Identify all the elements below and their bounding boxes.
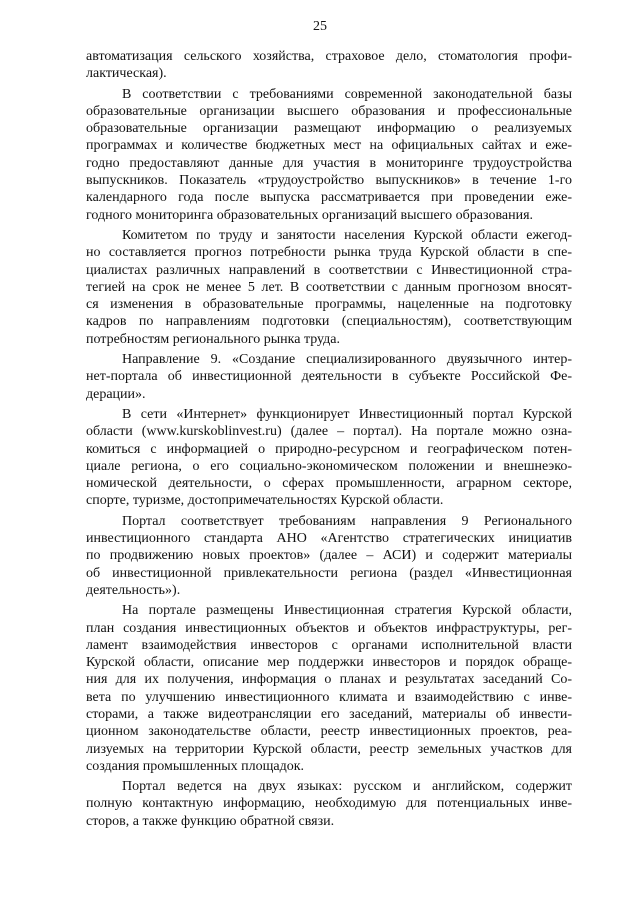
text-line: годно предоставляют данные для участия в мониторинге трудоустройства: [86, 155, 572, 171]
text-line: по продвижению новых проектов» (далее – АСИ) и содержит материалы: [86, 548, 572, 564]
text-line: ламент взаимодействия инвесторов с органами исполнительной власти: [86, 637, 572, 653]
text-line: создания промышленных площадок.: [86, 758, 305, 774]
text-line: нет-портала об инвестиционной деятельности в субъекте Российской Фе-: [86, 369, 572, 385]
text-line: спорте, туризме, достопримечательностях Курской области.: [86, 493, 444, 509]
text-line: кадров по направлениям подготовки (специальностям), соответствующим: [86, 314, 572, 330]
text-line: календарного года после выпуска рассматривается при проведении еже-: [86, 190, 572, 206]
text-line: сторов, а также функцию обратной связи.: [86, 813, 335, 829]
text-line: сторами, а также видеотрансляции его заседаний, материалы об инвести-: [86, 706, 572, 722]
text-line: потребностям регионального рынка труда.: [86, 331, 341, 347]
text-line: Портал соответствует требованиям направления 9 Регионального: [122, 513, 572, 529]
paragraph: [86, 513, 572, 599]
text-line: выпускников. Показатель «трудоустройство выпускников» в течение 1-го: [86, 173, 572, 189]
text-line: годного мониторинга образовательных организаций высшего образования.: [86, 207, 534, 223]
text-line: лизуемых на территории Курской области, реестр земельных участков для: [86, 741, 572, 757]
text-line: полную контактную информацию, необходимую для потенциальных инве-: [86, 796, 572, 812]
text-line: лактическая).: [86, 66, 167, 82]
text-line: инвестиционного стандарта АНО «Агентство стратегических инициатив: [86, 531, 572, 547]
text-line: образовательные организации высшего образования и профессиональные: [86, 103, 572, 119]
text-line: образовательные организации размещают информацию о реализуемых: [86, 121, 572, 137]
text-line: но составляется прогноз потребности рынка труда Курской области в спе-: [86, 245, 572, 261]
text-line: комиться с информацией о природно-ресурсном и географическом потен-: [86, 441, 572, 457]
text-line: вета по улучшению инвестиционного климата и взаимодействию с инве-: [86, 689, 572, 705]
paragraph: [86, 406, 572, 510]
text-line: В соответствии с требованиями современной законодательной базы: [122, 86, 572, 102]
text-line: деятельность»).: [86, 582, 181, 598]
text-line: области (www.kurskoblinvest.ru) (далее – портал). На портале можно озна-: [86, 424, 572, 440]
text-line: номической деятельности, о сферах промышленности, аграрном секторе,: [86, 476, 572, 492]
paragraph: [86, 48, 572, 83]
text-line: программах и количестве бюджетных мест на официальных сайтах и еже-: [86, 138, 572, 154]
paragraph: [86, 351, 572, 403]
text-line: дерации».: [86, 386, 146, 402]
paragraph: [86, 602, 572, 775]
text-line: циалистах различных направлений в соответствии с Инвестиционной стра-: [86, 262, 572, 278]
text-line: ния для их получения, информация о планах и результатах заседаний Со-: [86, 672, 572, 688]
text-line: В сети «Интернет» функционирует Инвестиционный портал Курской: [122, 406, 572, 422]
body-text: [86, 48, 572, 833]
text-line: На портале размещены Инвестиционная стратегия Курской области,: [122, 603, 572, 619]
text-line: тегией на срок не менее 5 лет. В соответствии с данным прогнозом вносят-: [86, 279, 572, 295]
text-line: автоматизация сельского хозяйства, страховое дело, стоматология профи-: [86, 49, 572, 64]
text-line: ционном законодательстве области, реестр инвестиционных проектов, реа-: [86, 724, 572, 740]
text-line: Портал ведется на двух языках: русском и английском, содержит: [122, 779, 572, 795]
text-line: циале региона, о его социально-экономическом положении и внешнеэко-: [86, 458, 572, 474]
text-line: Комитетом по труду и занятости населения Курской области ежегод-: [122, 227, 572, 243]
paragraph: [86, 86, 572, 224]
text-line: об инвестиционной привлекательности региона (раздел «Инвестиционная: [86, 565, 572, 581]
text-line: Направление 9. «Создание специализированного двуязычного интер-: [122, 352, 572, 368]
paragraph: [86, 778, 572, 830]
text-line: план создания инвестиционных объектов и объектов инфраструктуры, рег-: [86, 620, 572, 636]
page-number: 25: [313, 19, 327, 34]
text-line: Курской области, описание мер поддержки инвесторов и порядок обраще-: [86, 655, 572, 671]
paragraph: [86, 227, 572, 348]
text-line: ся изменения в образовательные программы, нацеленные на подготовку: [86, 297, 572, 313]
